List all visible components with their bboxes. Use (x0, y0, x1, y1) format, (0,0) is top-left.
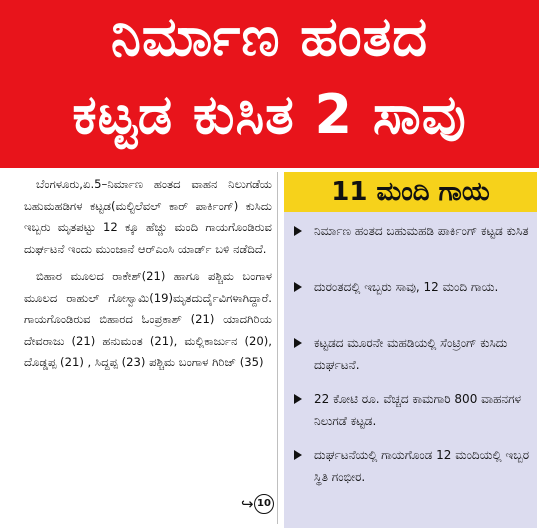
bullet-triangle-icon (294, 226, 302, 236)
article-paragraph-2: ಬಿಹಾರ ಮೂಲದ ರಾಕೇಶ್(21) ಹಾಗೂ ಪಶ್ಚಿಮ ಬಂಗಾಳ ಮೂಲದ ರಾಹುಲ್ ಗೋಸ್ವಾಮಿ(19)ಮೃತದುರ್ದೈವಿಗಳಾಗಿದ್ದಾರೆ. ಗಾಯಗೊಂಡಿರುವ ಬಿಹಾರದ ಓಂಪ್ರಕಾಶ್ (21) ಯಾದಗಿರಿಯ ದೇವರಾಜು (21) ಹನುಮಂತ (21), ಮಲ್ಲಿಕಾರ್ಜುನ (20), ದೊಡ್ಡಪ್ಪ (21) , ಸಿದ್ದಪ್ಪ (23) ಪಶ್ಚಿಮ ಬಂಗಾಳ ಗಿರಿಜ್ (35) (24, 269, 272, 369)
highlight-item (294, 276, 530, 298)
bullet-triangle-icon (294, 450, 302, 460)
article-paragraph-1: ಬೆಂಗಳೂರು,ಏ.5–ನಿರ್ಮಾಣ ಹಂತದ ವಾಹನ ನಿಲುಗಡೆಯ ಬಹುಮಹಡಿಗಳ ಕಟ್ಟಡ(ಮಲ್ಟಿಲೆವಲ್ ಕಾರ್ ಪಾರ್ಕಿಂಗ್) ಕುಸಿದು ಇಬ್ಬರು ಮೃತಪಟ್ಟು 12 ಕ್ಕೂ ಹೆಚ್ಚು ಮಂದಿ ಗಾಯಗೊಂಡಿರುವ ದುರ್ಘಟನೆ ಇಂದು ಮುಂಜಾನೆ ಆರ್‌ಎಂಸಿ ಯಾರ್ಡ್ ಬಳಿ ನಡೆದಿದೆ. (24, 177, 272, 256)
highlights-box (284, 172, 537, 528)
highlight-item (294, 332, 530, 376)
headline-line-1: ನಿರ್ಮಾಣ ಹಂತದ (110, 5, 429, 68)
highlight-item (294, 220, 530, 242)
headline-banner (0, 0, 539, 168)
bullet-triangle-icon (294, 338, 302, 348)
bullet-triangle-icon (294, 394, 302, 404)
article-body (24, 174, 272, 514)
continued-on-page-marker (241, 494, 275, 516)
bullet-triangle-icon (294, 282, 302, 292)
highlight-item (294, 388, 530, 432)
headline-line-2: ಕಟ್ಟಡ ಕುಸಿತ 2 ಸಾವು (72, 83, 467, 146)
highlight-text: ಕಟ್ಟಡದ ಮೂರನೇ ಮಹಡಿಯಲ್ಲಿ ಸೆಂಟ್ರಿಂಗ್ ಕುಸಿದು ದುರ್ಘಟನೆ. (314, 336, 508, 372)
continue-arrow-icon: ↪ (241, 495, 254, 513)
continue-page-number: 10 (254, 494, 274, 514)
highlight-text: ದುರಂತದಲ್ಲಿ ಇಬ್ಬರು ಸಾವು, 12 ಮಂದಿ ಗಾಯ. (314, 280, 499, 294)
highlights-header: 11 ಮಂದಿ ಗಾಯ (284, 172, 537, 212)
highlight-text: ದುರ್ಘಟನೆಯಲ್ಲಿ ಗಾಯಗೊಂಡ 12 ಮಂದಿಯಲ್ಲಿ ಇಬ್ಬರ ಸ್ಥಿತಿ ಗಂಭೀರ. (314, 448, 530, 484)
highlight-text: 22 ಕೋಟಿ ರೂ. ವೆಚ್ಚದ ಕಾಮಗಾರಿ 800 ವಾಹನಗಳ ನಿಲುಗಡೆ ಕಟ್ಟಡ. (314, 392, 522, 428)
column-divider (277, 172, 278, 524)
highlight-item (294, 444, 530, 488)
highlight-text: ನಿರ್ಮಾಣ ಹಂತದ ಬಹುಮಹಡಿ ಪಾರ್ಕಿಂಗ್ ಕಟ್ಟಡ ಕುಸಿತ (314, 224, 529, 238)
